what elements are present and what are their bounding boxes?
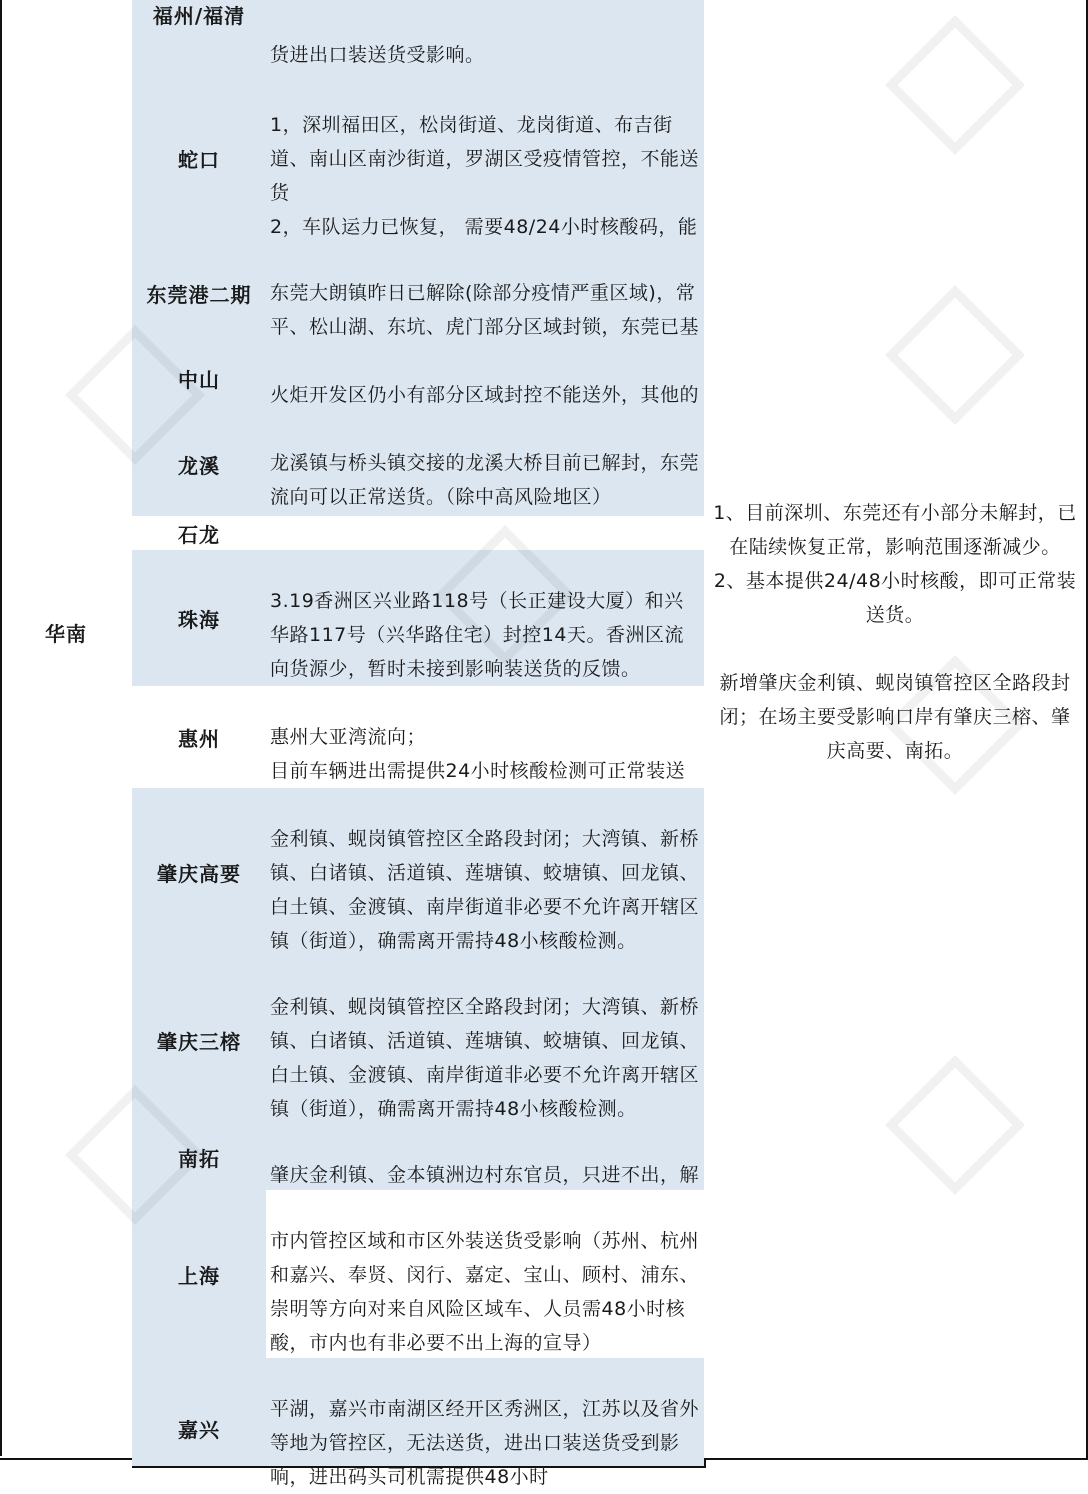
status-text-cell (266, 516, 706, 552)
port-name: 肇庆高要 (157, 861, 241, 886)
port-name: 南拓 (178, 1146, 220, 1171)
region-cell-top (0, 0, 134, 76)
port-cell (132, 1358, 268, 1468)
port-name: 石龙 (178, 522, 220, 547)
status-text: 东莞大朗镇昨日已解除(除部分疫情严重区域)，常平、松山湖、东坑、虎门部分区域封锁，东莞已基 (270, 282, 700, 338)
port-cell (132, 412, 268, 518)
status-text-cell (266, 0, 706, 76)
status-text-cell (266, 686, 706, 790)
port-name: 嘉兴 (178, 1418, 220, 1442)
region-label: 华南 (45, 621, 87, 646)
port-name: 中山 (178, 367, 220, 392)
port-name: 龙溪 (178, 453, 220, 478)
port-cell (132, 788, 268, 958)
status-text-cell (266, 242, 706, 346)
port-name: 东莞港二期 (146, 282, 252, 307)
status-text: 3.19香洲区兴业路118号（长正建设大厦）和兴华路117号（兴华路住宅）封控14天。香洲区流向货源少，暂时未接到影响装送货的反馈。 (270, 590, 684, 680)
note-cell-east (704, 1190, 1088, 1460)
port-name: 蛇口 (178, 147, 220, 172)
region-cell-south (0, 74, 134, 1192)
status-text-cell (266, 956, 706, 1126)
port-cell (132, 1124, 268, 1192)
port-cell (132, 686, 268, 790)
port-cell (132, 344, 268, 414)
status-text-cell (266, 1190, 706, 1360)
status-text: 货进出口装送货受影响。 (270, 44, 485, 66)
status-text: 金利镇、蚬岗镇管控区全路段封闭；大湾镇、新桥镇、白诸镇、活道镇、莲塘镇、蛟塘镇、回龙镇、白土镇、金渡镇、南岸街道非必要不允许离开辖区镇（街道），确需离开需持48小核酸检测。 (270, 996, 700, 1120)
status-text: 惠州大亚湾流向； 目前车辆进出需提供24小时核酸检测可正常装送 (270, 726, 686, 782)
status-text: 市内管控区域和市区外装送货受影响（苏州、杭州和嘉兴、奉贤、闵行、嘉定、宝山、顾村、浦东、崇明等方向对来自风险区域车、人员需48小时核酸，市内也有非必要不出上海的宣导） (270, 1230, 700, 1354)
status-text-cell (266, 412, 706, 518)
status-text-cell (266, 788, 706, 958)
status-text-cell (266, 550, 706, 688)
status-text-cell (266, 1358, 706, 1488)
status-text: 龙溪镇与桥头镇交接的龙溪大桥目前已解封，东莞流向可以正常送货。（除中高风险地区） (270, 452, 700, 508)
port-cell (132, 550, 268, 688)
status-text-cell (266, 74, 706, 244)
status-text: 火炬开发区仍小有部分区域封控不能送外，其他的 (270, 384, 700, 406)
port-name: 珠海 (178, 607, 220, 632)
port-name: 肇庆三榕 (157, 1029, 241, 1054)
status-text: 肇庆金利镇、金本镇洲边村东官员，只进不出，解 (270, 1164, 700, 1186)
port-cell (132, 516, 268, 552)
status-text: 平湖，嘉兴市南湖区经开区秀洲区，江苏以及省外等地为管控区，无法送货，进出口装送货受到影响，进出码头司机需提供48小时 (270, 1398, 700, 1488)
note-cell-top (704, 0, 1088, 76)
port-cell (132, 74, 268, 244)
table-left-border (0, 0, 2, 1456)
port-name: 福州/福清 (152, 4, 246, 28)
note-cell-south (704, 74, 1088, 1192)
status-text-cell (266, 344, 706, 414)
port-cell (132, 0, 268, 76)
status-text: 1，深圳福田区，松岗街道、龙岗街道、布吉街道、南山区南沙街道，罗湖区受疫情管控，不能送货 2，车队运力已恢复， 需要48/24小时核酸码，能 (270, 114, 700, 238)
port-name: 上海 (178, 1263, 220, 1288)
port-cell (132, 242, 268, 346)
port-name: 惠州 (178, 726, 220, 751)
note-text: 1、目前深圳、东莞还有小部分未解封，已在陆续恢复正常，影响范围逐渐减少。 2、基本提供24/48小时核酸，即可正常装送货。 新增肇庆金利镇、蚬岗镇管控区全路段封闭；在场主要受影响口岸有肇庆三榕、肇庆高要、南拓。 (713, 502, 1077, 762)
status-text: 金利镇、蚬岗镇管控区全路段封闭；大湾镇、新桥镇、白诸镇、活道镇、莲塘镇、蛟塘镇、回龙镇、白土镇、金渡镇、南岸街道非必要不允许离开辖区镇（街道），确需离开需持48小核酸检测。 (270, 828, 700, 952)
port-cell (132, 956, 268, 1126)
port-cell (132, 1190, 268, 1360)
region-cell-east (0, 1190, 134, 1460)
status-text-cell (266, 1124, 706, 1192)
